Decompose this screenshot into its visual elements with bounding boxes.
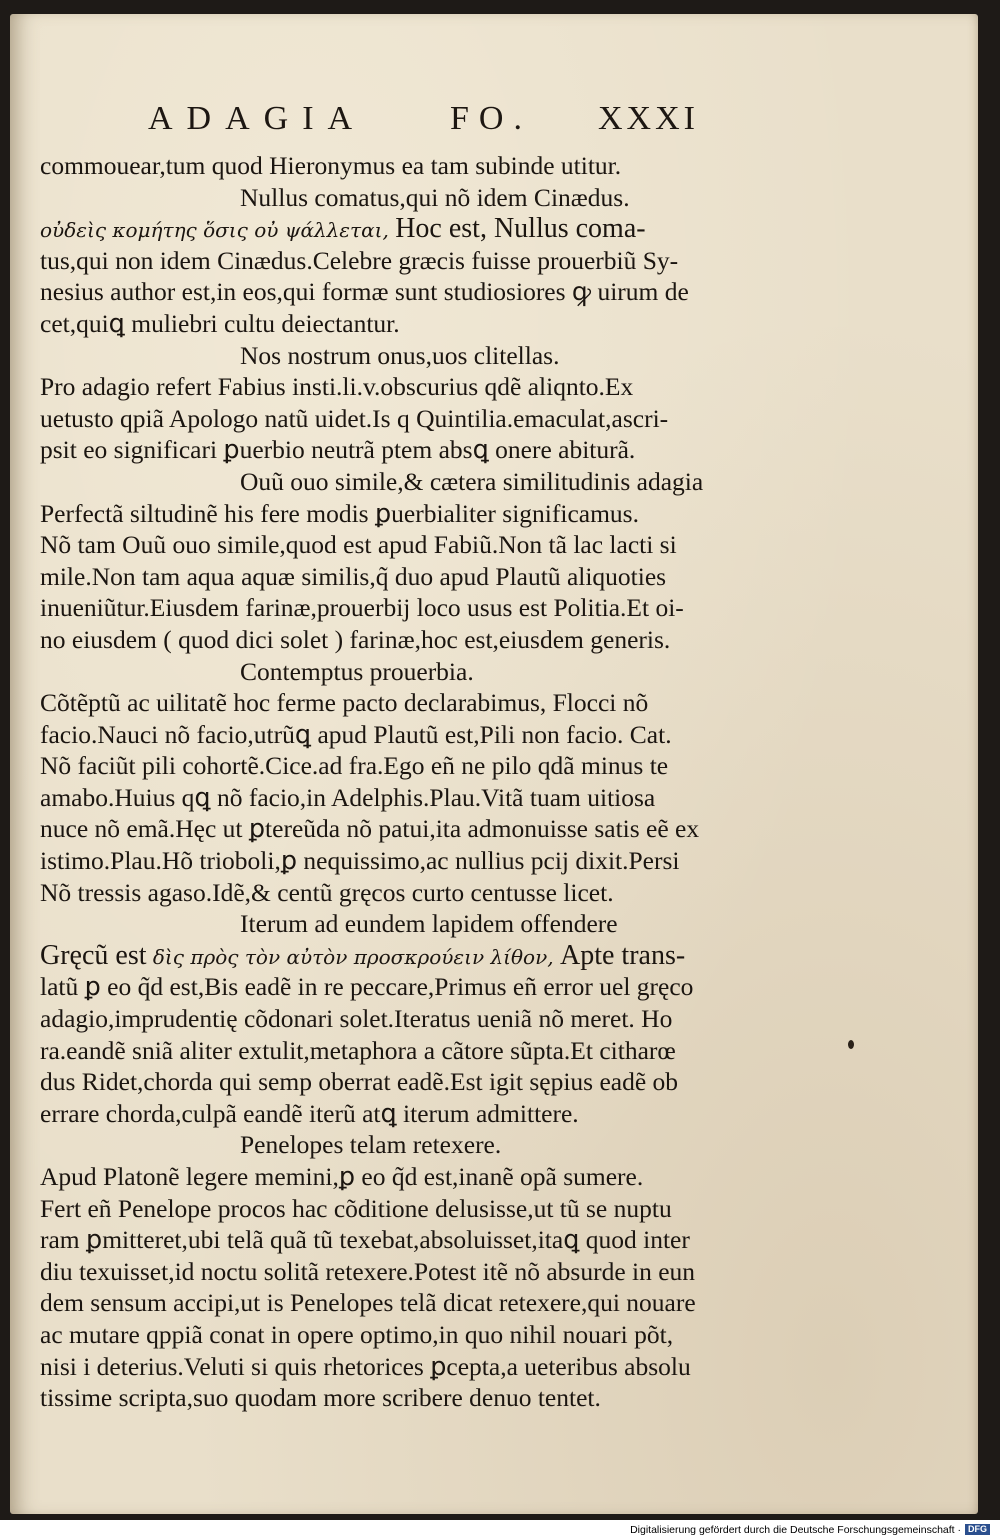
section-heading: Nos nostrum onus,uos clitellas. — [240, 340, 560, 370]
line-text: Apte trans- — [560, 939, 686, 971]
text-line: Cõtẽptũ ac uilitatẽ hoc ferme pacto declarabimus, Flocci nõ — [40, 688, 649, 718]
running-head-title: ADAGIA — [148, 100, 367, 137]
text-line: psit eo significari ꝑuerbio neutrã ptem absꝗ onere abiturã. — [40, 435, 636, 465]
digitization-credit — [630, 1523, 990, 1536]
section-heading: Ouũ ouo simile,& cætera similitudinis adagia — [240, 466, 704, 496]
text-line — [40, 940, 800, 972]
section-heading: Iterum ad eundem lapidem offendere — [240, 909, 618, 939]
greek-phrase: οὐδεὶς κομήτης ὅσις οὐ ψάλλεται, — [40, 218, 389, 243]
text-line: adagio,imprudentię cõdonari solet.Iteratus ueniã nõ meret. Ho — [40, 1004, 673, 1034]
text-line: Nõ faciũt pili cohortẽ.Cice.ad fra.Ego eñ ne pilo qdã minus te — [40, 751, 669, 781]
ink-blot — [848, 1040, 854, 1049]
running-head-fo: FO. — [450, 100, 532, 137]
text-line: Fert eñ Penelope procos hac cõditione delusisse,ut tũ se nuptu — [40, 1193, 672, 1223]
folio-number: XXXI — [598, 100, 699, 137]
text-line: dus Ridet,chorda qui semp oberrat eadẽ.Est igit sępius eadẽ ob — [40, 1067, 679, 1097]
text-line: Perfectã siltudinẽ his fere modis ꝑuerbialiter significamus. — [40, 498, 639, 528]
text-line: Nõ tam Ouũ ouo simile,quod est apud Fabiũ.Non tã lac lacti si — [40, 530, 677, 560]
text-line: uetusto qpiã Apologo natũ uidet.Is q Quintilia.emaculat,ascri- — [40, 403, 669, 433]
text-line: commouear,tum quod Hieronymus ea tam subinde utitur. — [40, 151, 622, 180]
text-line: facio.Nauci nõ facio,utrũꝗ apud Plautũ est,Pili non facio. Cat. — [40, 719, 672, 749]
text-line: ra.eandẽ sniã aliter extulit,metaphora a cãtore sũpta.Et citharœ — [40, 1035, 676, 1065]
text-line: ram ꝑmitteret,ubi telã quã tũ texebat,absoluisset,itaꝗ quod inter — [40, 1225, 690, 1255]
text-line: nisi i deterius.Veluti si quis rhetorices ꝑcepta,a ueteribus absolu — [40, 1351, 691, 1381]
text-line: latũ ꝑ eo q̃d est,Bis eadẽ in re peccare,Primus eñ error uel gręco — [40, 972, 694, 1002]
section-heading: Contemptus prouerbia. — [240, 656, 474, 686]
book-page — [10, 14, 978, 1514]
running-head — [100, 100, 820, 146]
text-line: amabo.Huius qꝗ nõ facio,in Adelphis.Plau.Vitã tuam uitiosa — [40, 782, 656, 812]
text-block — [40, 150, 800, 1414]
text-line: cet,quiꝗ muliebri cultu deiectantur. — [40, 308, 400, 338]
text-line: tus,qui non idem Cinædus.Celebre græcis fuisse prouerbiũ Sy- — [40, 245, 679, 275]
text-line: mile.Non tam aqua aquæ similis,q̃ duo apud Plautũ aliquoties — [40, 561, 667, 591]
line-lead: Gręcũ est — [40, 939, 147, 971]
text-line: Pro adagio refert Fabius insti.li.v.obscurius qdẽ aliqnto.Ex — [40, 372, 634, 402]
text-line: errare chorda,culpã eandẽ iterũ atꝗ iterum admittere. — [40, 1098, 579, 1128]
text-line: istimo.Plau.Hõ trioboli,ꝑ nequissimo,ac nullius pcij dixit.Persi — [40, 846, 680, 876]
text-line: inueniũtur.Eiusdem farinæ,prouerbij loco usus est Politia.Et oi- — [40, 593, 684, 623]
text-line: diu texuisset,id noctu solitã retexere.Potest itẽ nõ absurde in eun — [40, 1256, 696, 1286]
line-text: Hoc est, Nullus coma- — [395, 213, 646, 245]
text-line: nuce nõ emã.Hęc ut ꝑtereũda nõ patui,ita admonuisse satis eẽ ex — [40, 814, 700, 844]
text-line: dem sensum accipi,ut is Penelopes telã dicat retexere,qui nouare — [40, 1288, 696, 1318]
section-heading: Nullus comatus,qui nõ idem Cinædus. — [240, 182, 630, 212]
section-heading: Penelopes telam retexere. — [240, 1130, 502, 1160]
greek-phrase: δὶς πρὸς τὸν αὐτὸν προσκρούειν λίθον, — [152, 944, 554, 969]
text-line: ac mutare qppiã conat in opere optimo,in quo nihil nouari põt, — [40, 1319, 674, 1349]
text-line: Apud Platonẽ legere memini,ꝑ eo q̃d est,inanẽ opã sumere. — [40, 1162, 644, 1191]
credit-text: Digitalisierung gefördert durch die Deutsche Forschungsgemeinschaft · — [630, 1523, 961, 1536]
dfg-logo: DFG — [965, 1524, 990, 1535]
text-line: nesius author est,in eos,qui formæ sunt studiosiores ꝙ uirum de — [40, 277, 689, 307]
text-line: no eiusdem ( quod dici solet ) farinæ,hoc est,eiusdem generis. — [40, 624, 671, 654]
text-line: tissime scripta,suo quodam more scribere denuo tentet. — [40, 1383, 601, 1413]
text-line: Nõ tressis agaso.Idẽ,& centũ gręcos curto centusse licet. — [40, 877, 614, 907]
text-line — [40, 213, 800, 245]
